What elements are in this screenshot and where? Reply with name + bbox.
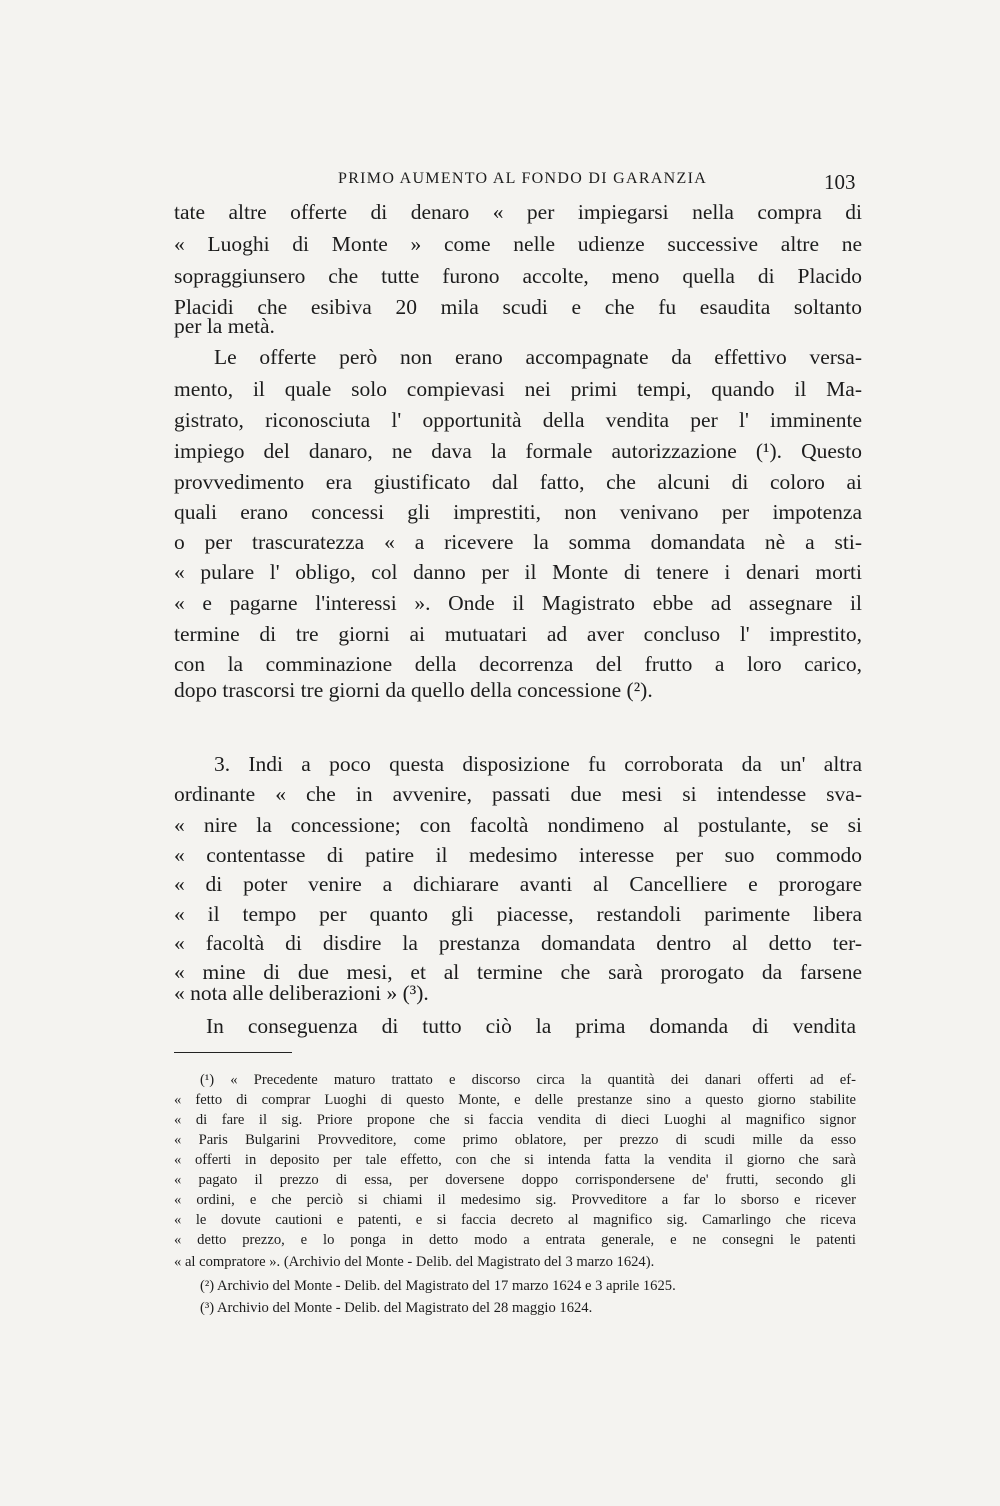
body-line: « e pagarne l'interessi ». Onde il Magistrato ebbe ad assegnare il bbox=[174, 591, 862, 615]
body-line: « nota alle deliberazioni » (³). bbox=[174, 981, 429, 1005]
body-line: « il tempo per quanto gli piacesse, restandoli parimente libera bbox=[174, 902, 862, 926]
body-line: per la metà. bbox=[174, 314, 275, 338]
body-line: « facoltà di disdire la prestanza domandata dentro al detto ter- bbox=[174, 931, 862, 955]
footnote-line: (²) Archivio del Monte - Delib. del Magistrato del 17 marzo 1624 e 3 aprile 1625. bbox=[200, 1278, 676, 1294]
body-line: ordinante « che in avvenire, passati due mesi si intendesse sva- bbox=[174, 782, 862, 806]
footnote-line: (³) Archivio del Monte - Delib. del Magistrato del 28 maggio 1624. bbox=[200, 1300, 593, 1316]
footnote-line: « detto prezzo, e lo ponga in detto modo a entrata generale, e ne consegni le patenti bbox=[174, 1232, 856, 1248]
body-line: con la comminazione della decorrenza del frutto a loro carico, bbox=[174, 652, 862, 676]
body-line: mento, il quale solo compievasi nei primi tempi, quando il Ma- bbox=[174, 377, 862, 401]
body-line: sopraggiunsero che tutte furono accolte, meno quella di Placido bbox=[174, 264, 862, 288]
body-line: « Luoghi di Monte » come nelle udienze successive altre ne bbox=[174, 232, 862, 256]
body-line: tate altre offerte di denaro « per impiegarsi nella compra di bbox=[174, 200, 862, 224]
body-line: « mine di due mesi, et al termine che sarà prorogato da farsene bbox=[174, 960, 862, 984]
body-line: « nire la concessione; con facoltà nondimeno al postulante, se si bbox=[174, 813, 862, 837]
page-number: 103 bbox=[824, 170, 856, 194]
footnote-line: (¹) « Precedente maturo trattato e discorso circa la quantità dei danari offerti ad ef- bbox=[200, 1072, 856, 1088]
body-line: quali erano concessi gli imprestiti, non venivano per impotenza bbox=[174, 500, 862, 524]
footnote-line: « pagato il prezzo di essa, per doversene doppo corrispondersene de' frutti, secondo gli bbox=[174, 1172, 856, 1188]
body-line: termine di tre giorni ai mutuatari ad aver concluso l' imprestito, bbox=[174, 622, 862, 646]
footnote-line: « di fare il sig. Priore propone che si faccia vendita di dieci Luoghi al magnifico signor bbox=[174, 1112, 856, 1128]
body-line: « contentasse di patire il medesimo interesse per suo commodo bbox=[174, 843, 862, 867]
body-line: Le offerte però non erano accompagnate da effettivo versa- bbox=[214, 345, 862, 369]
body-line: Placidi che esibiva 20 mila scudi e che fu esaudita soltanto bbox=[174, 295, 862, 319]
body-line: dopo trascorsi tre giorni da quello della concessione (²). bbox=[174, 678, 653, 702]
footnote-rule bbox=[174, 1052, 292, 1053]
running-head: PRIMO AUMENTO AL FONDO DI GARANZIA bbox=[338, 170, 708, 187]
footnote-line: « fetto di comprar Luoghi di questo Monte, e delle prestanze sino a questo giorno stabilite bbox=[174, 1092, 856, 1108]
body-line: « pulare l' obligo, col danno per il Monte di tenere i denari morti bbox=[174, 560, 862, 584]
footnote-line: « al compratore ». (Archivio del Monte - Delib. del Magistrato del 3 marzo 1624). bbox=[174, 1254, 655, 1270]
body-line: provvedimento era giustificato dal fatto, che alcuni di coloro ai bbox=[174, 470, 862, 494]
footnote-line: « ordini, e che perciò si chiami il medesimo sig. Provveditore a far lo sborso e ricever bbox=[174, 1192, 856, 1208]
body-line: gistrato, riconosciuta l' opportunità della vendita per l' imminente bbox=[174, 408, 862, 432]
footnote-line: « Paris Bulgarini Provveditore, come primo oblatore, per prezzo di scudi mille da esso bbox=[174, 1132, 856, 1148]
body-line: In conseguenza di tutto ciò la prima domanda di vendita bbox=[206, 1014, 856, 1038]
footnote-line: « le dovute cautioni e patenti, e si faccia decreto al magnifico sig. Camarlingo che riceva bbox=[174, 1212, 856, 1228]
body-line: « di poter venire a dichiarare avanti al Cancelliere e prorogare bbox=[174, 872, 862, 896]
footnote-line: « offerti in deposito per tale effetto, con che si intenda fatta la vendita il giorno che sarà bbox=[174, 1152, 856, 1168]
body-line: 3. Indi a poco questa disposizione fu corroborata da un' altra bbox=[214, 752, 862, 776]
body-line: impiego del danaro, ne dava la formale autorizzazione (¹). Questo bbox=[174, 439, 862, 463]
body-line: o per trascuratezza « a ricevere la somma domandata nè a sti- bbox=[174, 530, 862, 554]
